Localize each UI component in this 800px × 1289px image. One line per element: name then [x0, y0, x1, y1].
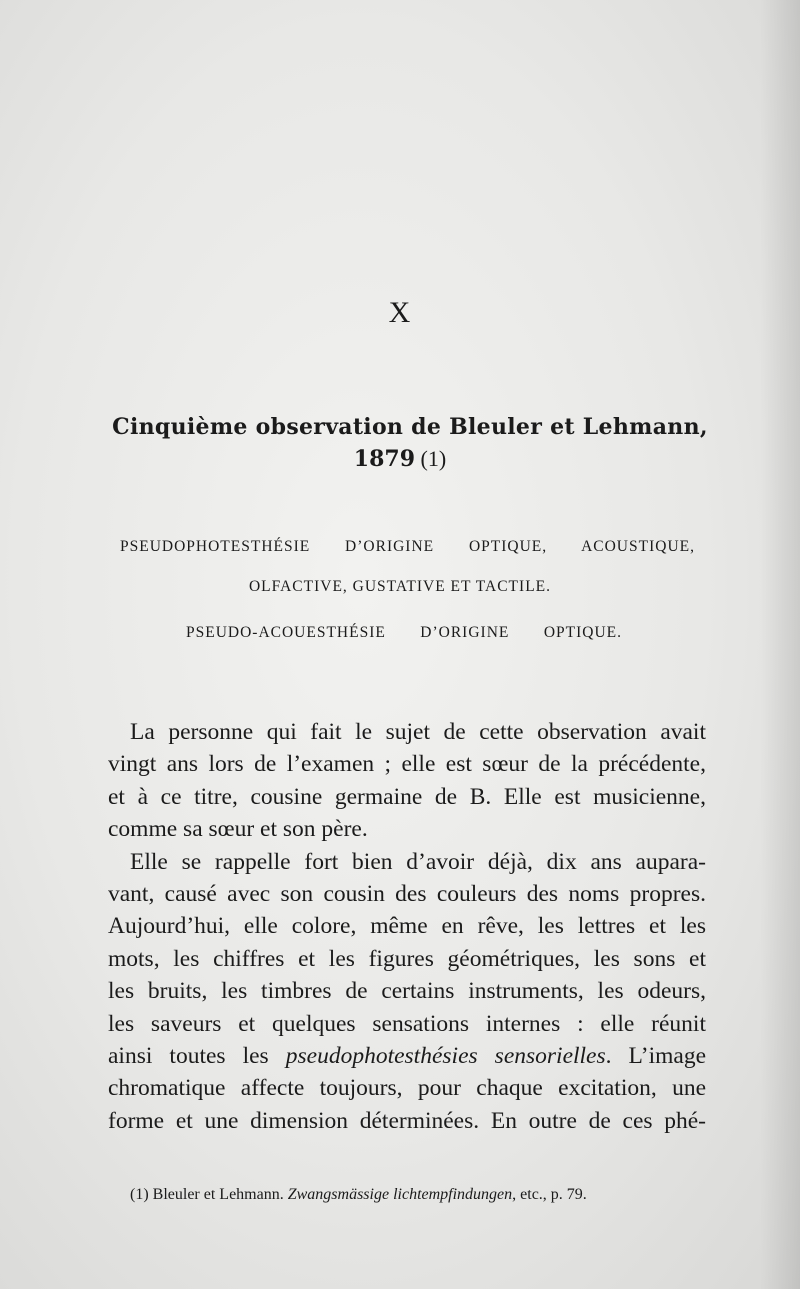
paragraph-2-line: forme et une dimension déterminées. En outre de ces phé- — [108, 1107, 706, 1134]
footnote-marker: (1) — [130, 1186, 149, 1203]
paragraph-2-line: les saveurs et quelques sensations internes : elle réunit — [108, 1010, 706, 1037]
chapter-year: 1879 — [353, 446, 416, 472]
footnote-authors: Bleuler et Lehmann. — [148, 1186, 288, 1203]
paragraph-1-line: et à ce titre, cousine germaine de B. Elle est musicienne, — [108, 783, 706, 810]
chapter-title-year-line — [0, 446, 800, 472]
paragraph-1-line: comme sa sœur et son père. — [108, 816, 368, 843]
paragraph-2-line: chromatique affecte toujours, pour chaque excitation, une — [108, 1075, 706, 1102]
page-edge-shadow — [760, 0, 800, 1289]
paragraph-2-line: les bruits, les timbres de certains instruments, les odeurs, — [108, 978, 706, 1005]
paragraph-2-line: vant, causé avec son cousin des couleurs des noms propres. — [108, 881, 706, 908]
footnote-reference: (1) — [420, 446, 447, 471]
paragraph-2-line: Elle se rappelle fort bien d’avoir déjà, dix ans aupara- — [130, 848, 706, 875]
italic-term: pseudophotesthésies sensorielles — [285, 1043, 606, 1070]
subheading-line-2: OLFACTIVE, GUSTATIVE ET TACTILE. — [248, 578, 552, 595]
paragraph-2-line: Aujourd’hui, elle colore, même en rêve, les lettres et les — [108, 913, 706, 940]
subheading-line-3: PSEUDO-ACOUESTHÉSIE D’ORIGINE OPTIQUE. — [186, 624, 622, 641]
chapter-title: Cinquième observation de Bleuler et Lehmann, — [112, 414, 708, 440]
line-suffix: . L’image — [605, 1043, 706, 1070]
line-prefix: ainsi toutes les — [108, 1043, 286, 1070]
subheading-line-1: PSEUDOPHOTESTHÉSIE D’ORIGINE OPTIQUE, ACOUSTIQUE, — [120, 538, 695, 555]
footnote-work-title: Zwangsmässige lichtempfindungen — [287, 1186, 513, 1203]
paragraph-2-line: mots, les chiffres et les figures géométriques, les sons et — [108, 945, 706, 972]
chapter-numeral: X — [388, 296, 412, 329]
paragraph-1-line: La personne qui fait le sujet de cette observation avait — [130, 719, 706, 745]
footnote-rest: , etc., p. 79. — [512, 1186, 587, 1203]
body-text — [108, 716, 706, 1137]
paragraph-1-line: vingt ans lors de l’examen ; elle est sœur de la précédente, — [108, 751, 706, 778]
paragraph-2-italic-line — [108, 1040, 706, 1072]
footnote — [130, 1186, 710, 1204]
